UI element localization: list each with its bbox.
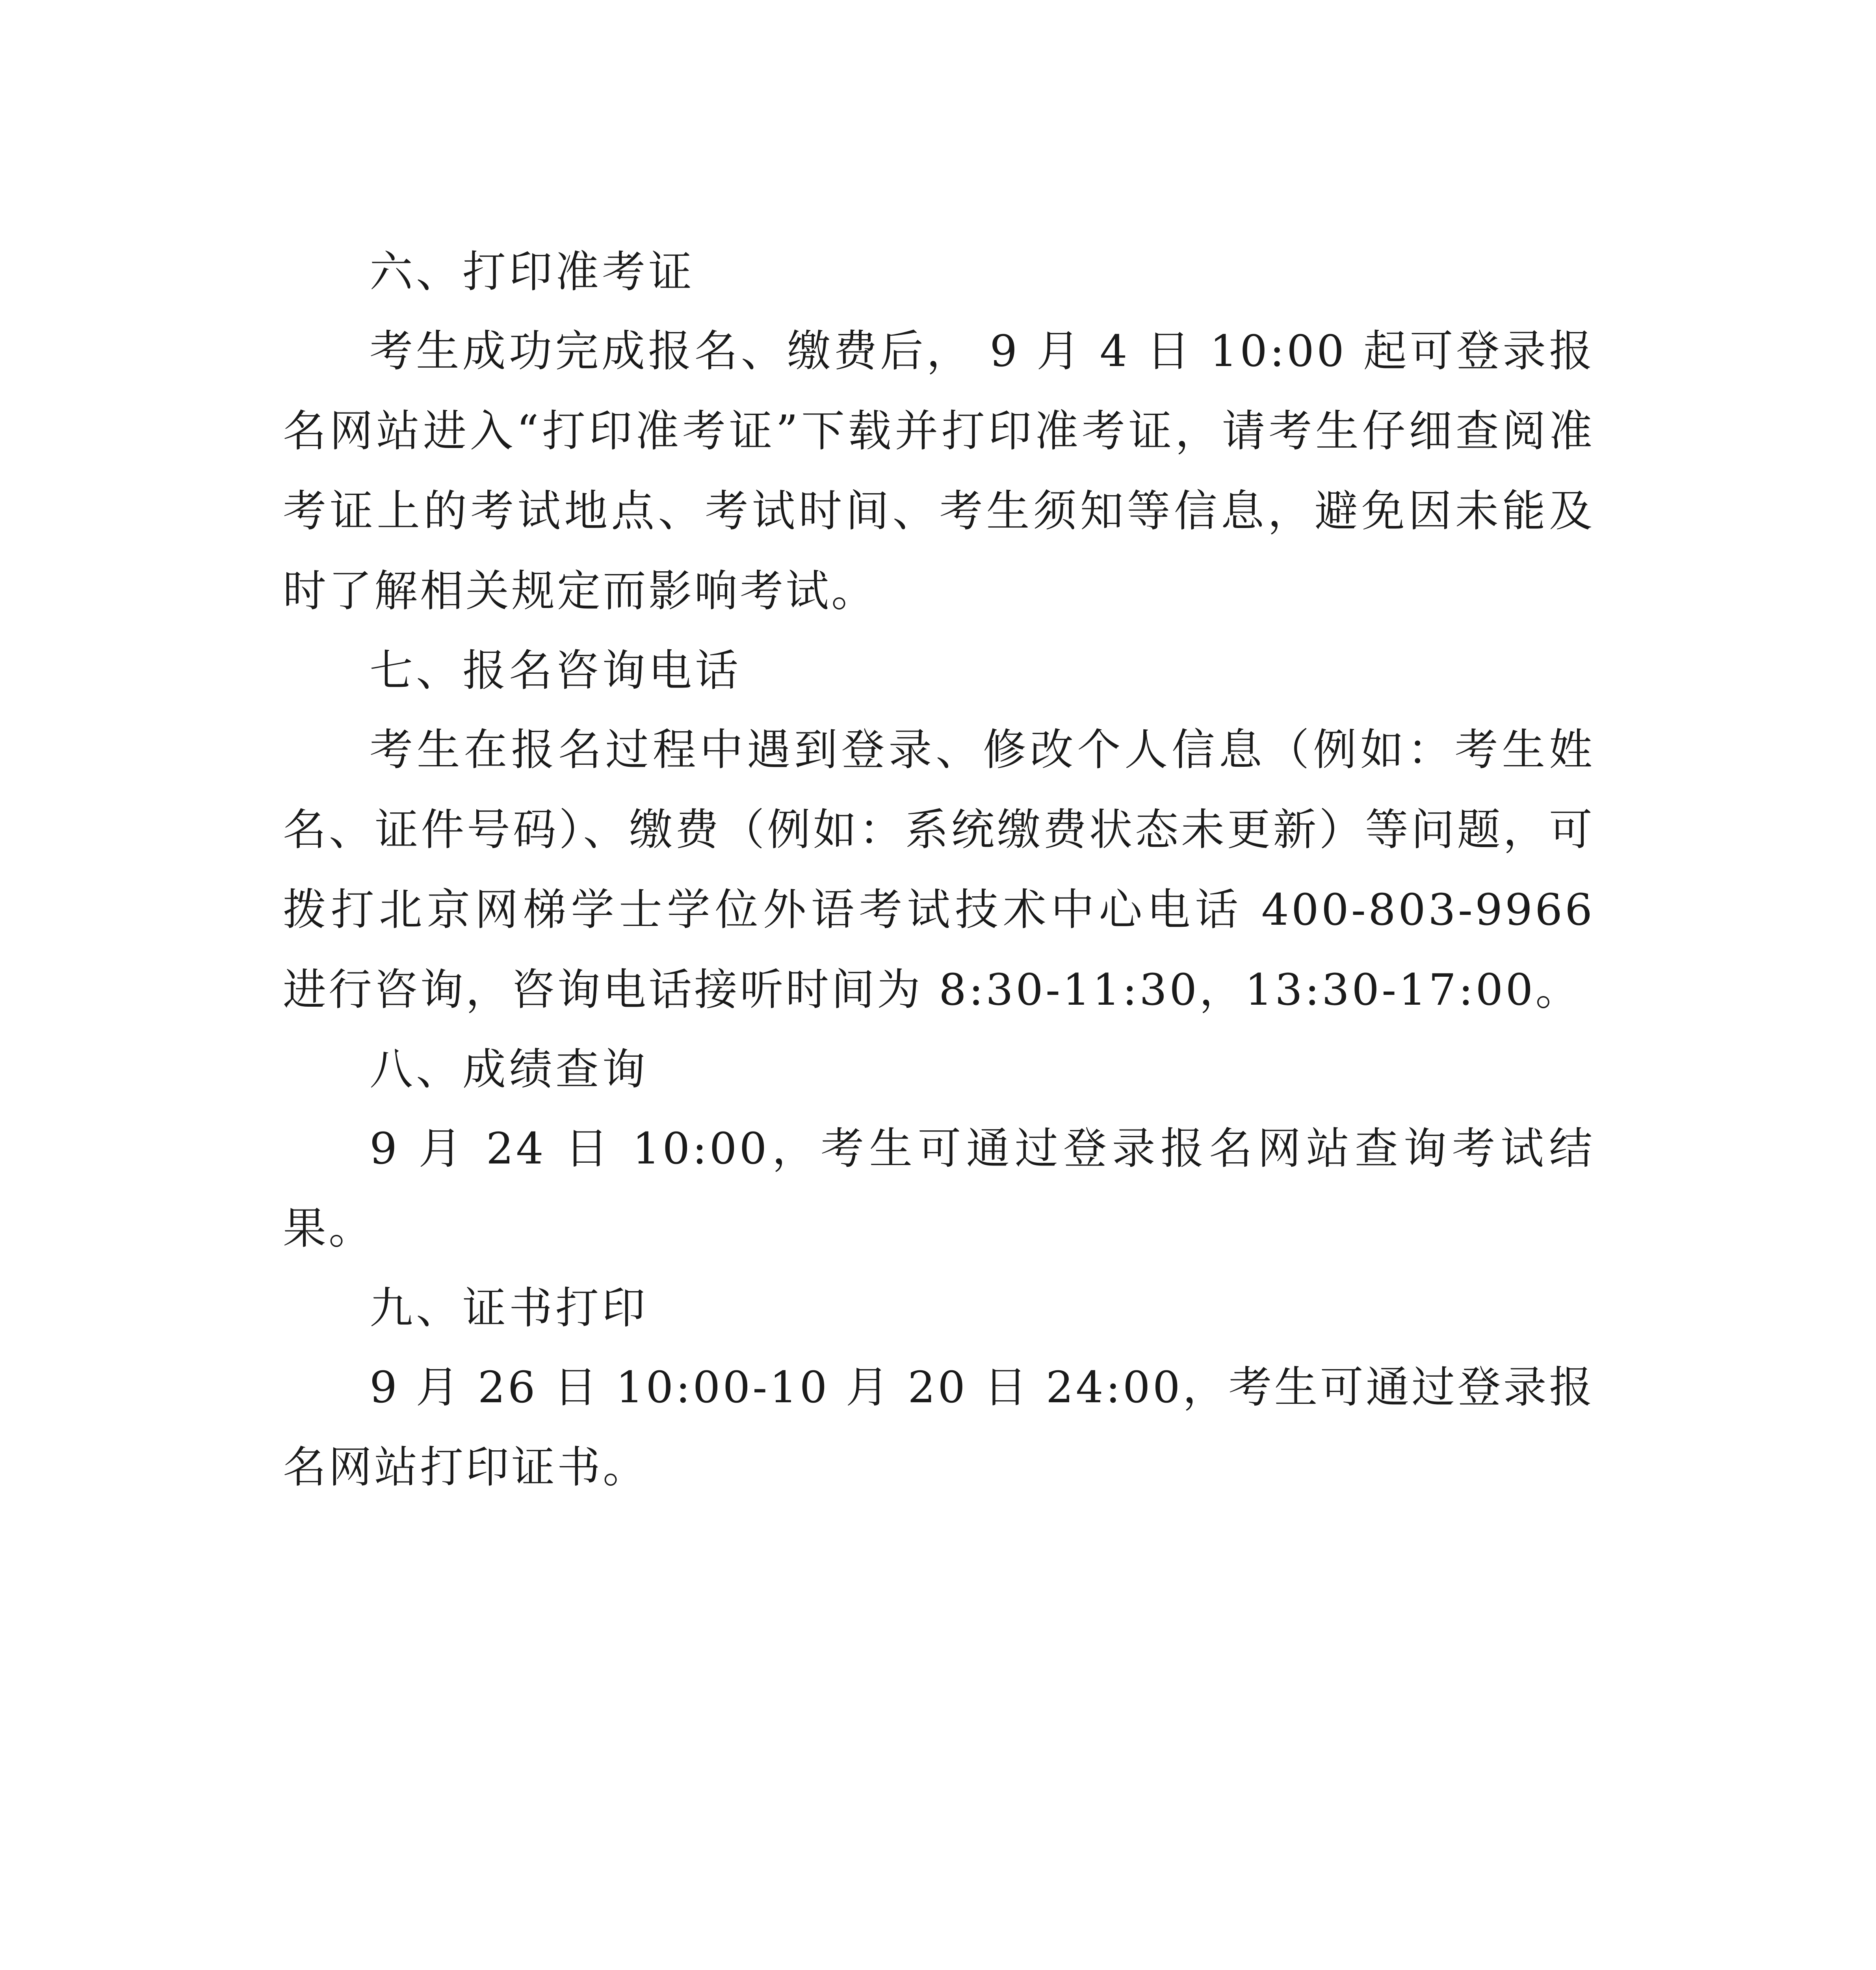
section-heading-consultation-phone: 七、报名咨询电话 bbox=[370, 645, 741, 696]
section-body-consultation-phone: 考生在报名过程中遇到登录、修改个人信息（例如：考生姓名、证件号码）、缴费（例如：系统缴费状态未更新）等问题，可拨打北京网梯学士学位外语考试技术中心电话 400-803-9966 进行咨询，咨询电话接听时间为 8:30-11:30，13:30-17:00。 bbox=[283, 725, 1595, 1015]
section-body-score-query: 9 月 24 日 10:00，考生可通过登录报名网站查询考试结果。 bbox=[283, 1123, 1595, 1254]
section-body-print-admission-ticket: 考生成功完成报名、缴费后， 9 月 4 日 10:00 起可登录报名网站进入“打印准考证”下载并打印准考证，请考生仔细查阅准考证上的考试地点、考试时间、考生须知等信息，避免因未能及时了解相关规定而影响考试。 bbox=[283, 326, 1595, 616]
section-body-certificate-print: 9 月 26 日 10:00-10 月 20 日 24:00，考生可通过登录报名网站打印证书。 bbox=[283, 1362, 1595, 1492]
document-body bbox=[283, 232, 1595, 1507]
section-heading-certificate-print: 九、证书打印 bbox=[370, 1283, 648, 1333]
section-heading-print-admission-ticket: 六、打印准考证 bbox=[370, 247, 695, 297]
section-heading-score-query: 八、成绩查询 bbox=[370, 1044, 648, 1095]
